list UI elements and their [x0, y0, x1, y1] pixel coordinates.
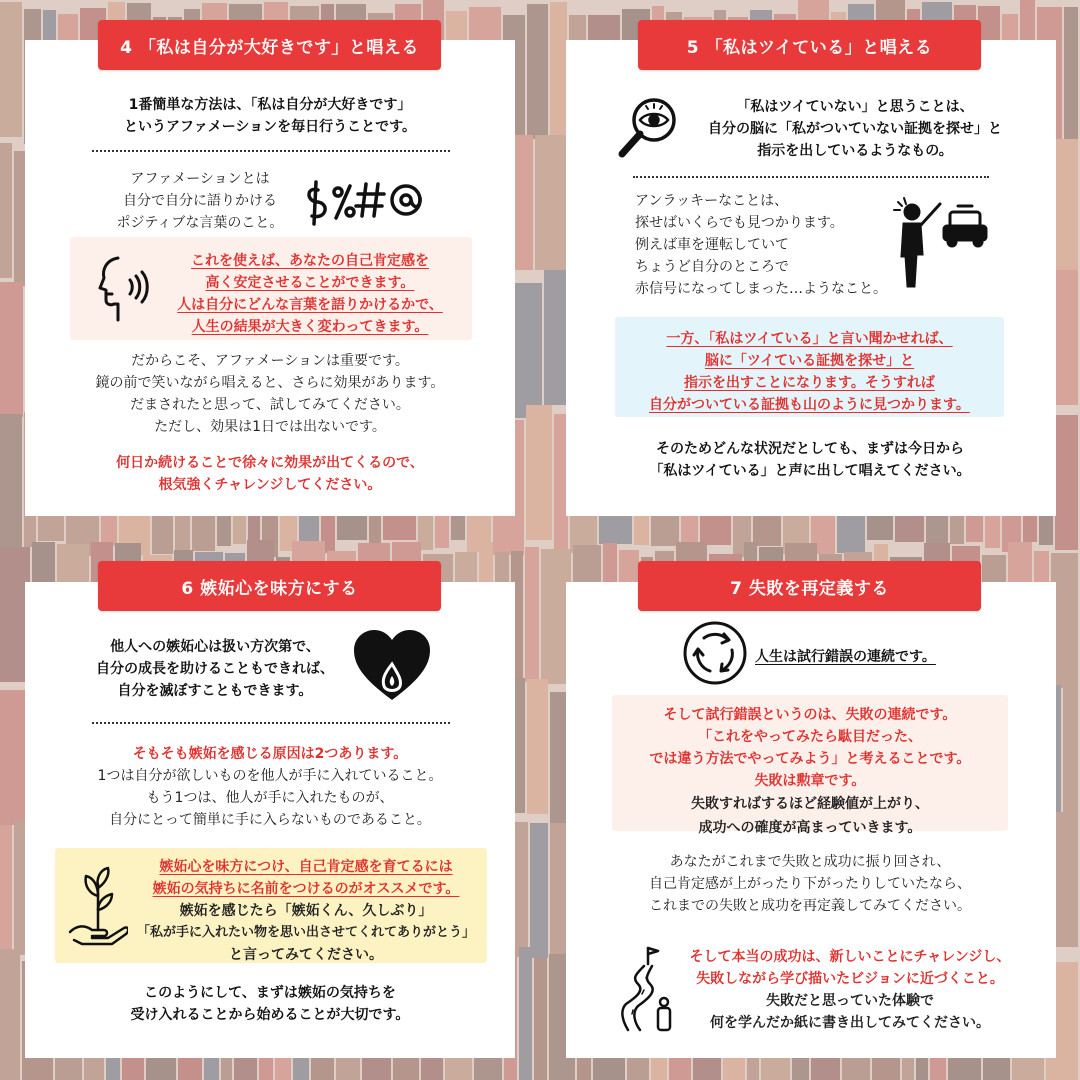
- text-line: 失敗すればするほど経験値が上がり、: [691, 796, 929, 812]
- jealousy-highlight-text: [120, 856, 492, 966]
- text-line: 脳に「ツイている証拠を探せ」と: [704, 353, 915, 369]
- affirmation-body: [40, 350, 500, 438]
- failure-closing: [670, 946, 1030, 1034]
- text-line: 受け入れることから始めることが大切です。: [130, 1007, 410, 1023]
- speaking-head-icon: [96, 254, 154, 326]
- dotted-divider: [92, 722, 450, 724]
- text-line: 失敗だと思っていた体験で: [766, 993, 934, 1009]
- affirmation-highlight-text: [150, 250, 470, 338]
- lucky-highlight-text: [615, 328, 1004, 416]
- affirmation-definition: [85, 168, 315, 234]
- text-line: 自分の脳に「私がついていない証拠を探せ」と: [708, 121, 1002, 137]
- text-line: そのためどんな状況だとしても、まずは今日から: [656, 441, 964, 457]
- text-line: アンラッキーなことは、: [635, 193, 789, 209]
- text-line: では違う方法でやってみよう」と考えることです。: [649, 751, 971, 767]
- text-line: だまされたと思って、試してみてください。: [130, 397, 410, 413]
- winding-road-flag-icon: [618, 944, 678, 1034]
- card-failure-title: 7 失敗を再定義する: [638, 561, 981, 611]
- text-line: 嫉妬心を味方につけ、自己肯定感を育てるには: [159, 859, 453, 875]
- text-line: 探せばいくらでも見つかります。: [635, 215, 844, 231]
- lucky-body: [635, 190, 915, 300]
- text-line: というアファメーションを毎日行うことです。: [123, 119, 417, 135]
- text-line: ポジティブな言葉のこと。: [116, 215, 284, 231]
- card-affirmation-intro: [40, 94, 500, 138]
- text-line: 人生は試行錯誤の連続です。: [755, 649, 936, 665]
- affirmation-closing: [40, 452, 500, 496]
- text-line: このようにして、まずは嫉妬の気持ちを: [144, 985, 396, 1001]
- text-line: これを使えば、あなたの自己肯定感を: [191, 253, 429, 269]
- text-line: 1つは自分が欲しいものを他人が手に入れていること。: [97, 768, 443, 784]
- unlucky-person-car-icon: [888, 196, 988, 292]
- text-line: これまでの失敗と成功を再定義してみてください。: [649, 898, 971, 914]
- card-lucky-title: 5 「私はツイている」と唱える: [638, 20, 981, 70]
- text-line: 自分で自分に語りかける: [123, 193, 277, 209]
- text-line: 人生の結果が大きく変わってきます。: [191, 319, 429, 335]
- text-line: 失敗は勲章です。: [754, 773, 866, 789]
- text-line: 指示を出すことになります。そうすれば: [684, 375, 935, 391]
- text-line: 高く安定させることができます。: [205, 275, 415, 291]
- text-line: 自分を滅ぼすこともできます。: [117, 683, 313, 699]
- text-line: 「これをやってみたら駄目だった、: [698, 729, 922, 745]
- text-line: 嫉妬の気持ちに名前をつけるのがオススメです。: [152, 881, 460, 897]
- lucky-intro: [690, 96, 1020, 162]
- text-line: 自己肯定感が上がったり下がったりしていたなら、: [649, 876, 971, 892]
- sprout-hand-icon: [68, 866, 128, 946]
- text-line: 「私はツイていない」と思うことは、: [736, 99, 974, 115]
- text-line: 自分にとって簡単に手に入らないものであること。: [109, 812, 431, 828]
- text-line: 指示を出しているようなもの。: [757, 143, 953, 159]
- text-line: ただし、効果は1日では出ないです。: [154, 419, 386, 435]
- text-line: 赤信号になってしまった…ようなこと。: [635, 281, 887, 297]
- text-line: 「私はツイている」と声に出して唱えてください。: [649, 463, 971, 479]
- text-line: 自分の成長を助けることもできれば、: [96, 661, 334, 677]
- text-line: だからこそ、アファメーションは重要です。: [131, 353, 409, 369]
- cycle-arrows-icon: [682, 620, 748, 686]
- failure-body: [580, 851, 1040, 917]
- text-line: 他人への嫉妬心は扱い方次第で、: [110, 639, 320, 655]
- jealousy-closing: [40, 982, 500, 1026]
- lucky-closing: [580, 438, 1040, 482]
- jealousy-intro: [60, 636, 370, 702]
- text-line: 1番簡単な方法は、「私は自分が大好きです」: [128, 97, 412, 113]
- failure-lead: [755, 646, 975, 668]
- text-line: ちょうど自分のところで: [635, 259, 789, 275]
- jealousy-reasons: [40, 743, 500, 831]
- dotted-divider: [633, 176, 989, 178]
- heart-flame-icon: [352, 628, 432, 704]
- text-line: そして本当の成功は、新しいことにチャレンジし、: [689, 949, 1011, 965]
- magnifier-eye-icon: [614, 92, 684, 162]
- text-line: 何を学んだか紙に書き出してみてください。: [710, 1015, 990, 1031]
- card-affirmation-title: 4 「私は自分が大好きです」と唱える: [98, 20, 441, 70]
- text-line: 自分がついている証拠も山のように見つかります。: [649, 397, 970, 413]
- text-line: 例えば車を運転していて: [635, 237, 789, 253]
- text-line: 鏡の前で笑いながら唱えると、さらに効果があります。: [95, 375, 445, 391]
- text-line: 根気強くチャレンジしてください。: [158, 477, 382, 493]
- card-jealousy-title: 6 嫉妬心を味方にする: [98, 561, 441, 611]
- text-line: 失敗しながら学び描いたビジョンに近づくこと。: [696, 971, 1004, 987]
- text-line: もう1つは、他人が手に入れたものが、: [146, 790, 394, 806]
- text-line: あなたがこれまで失敗と成功に振り回され、: [669, 854, 951, 870]
- text-line: 何日か続けることで徐々に効果が出てくるので、: [116, 455, 424, 471]
- text-line: 一方、「私はツイている」と言い聞かせれば、: [666, 331, 953, 347]
- text-line: 人は自分にどんな言葉を語りかけるかで、: [177, 297, 443, 313]
- text-line: 「私が手に入れたい物を思い出させてくれてありがとう」: [136, 925, 475, 940]
- failure-highlight-text: [612, 704, 1008, 840]
- text-line: そもそも嫉妬を感じる原因は2つあります。: [132, 746, 408, 762]
- text-line: そして試行錯誤というのは、失敗の連続です。: [663, 707, 957, 723]
- text-line: と言ってみてください。: [229, 947, 383, 963]
- dotted-divider: [92, 150, 450, 152]
- text-line: 嫉妬を感じたら「嫉妬くん、久しぶり」: [179, 903, 433, 919]
- text-line: アファメーションとは: [130, 171, 270, 187]
- text-line: 成功への確度が高まっていきます。: [698, 820, 922, 836]
- symbols-icon: [300, 170, 430, 230]
